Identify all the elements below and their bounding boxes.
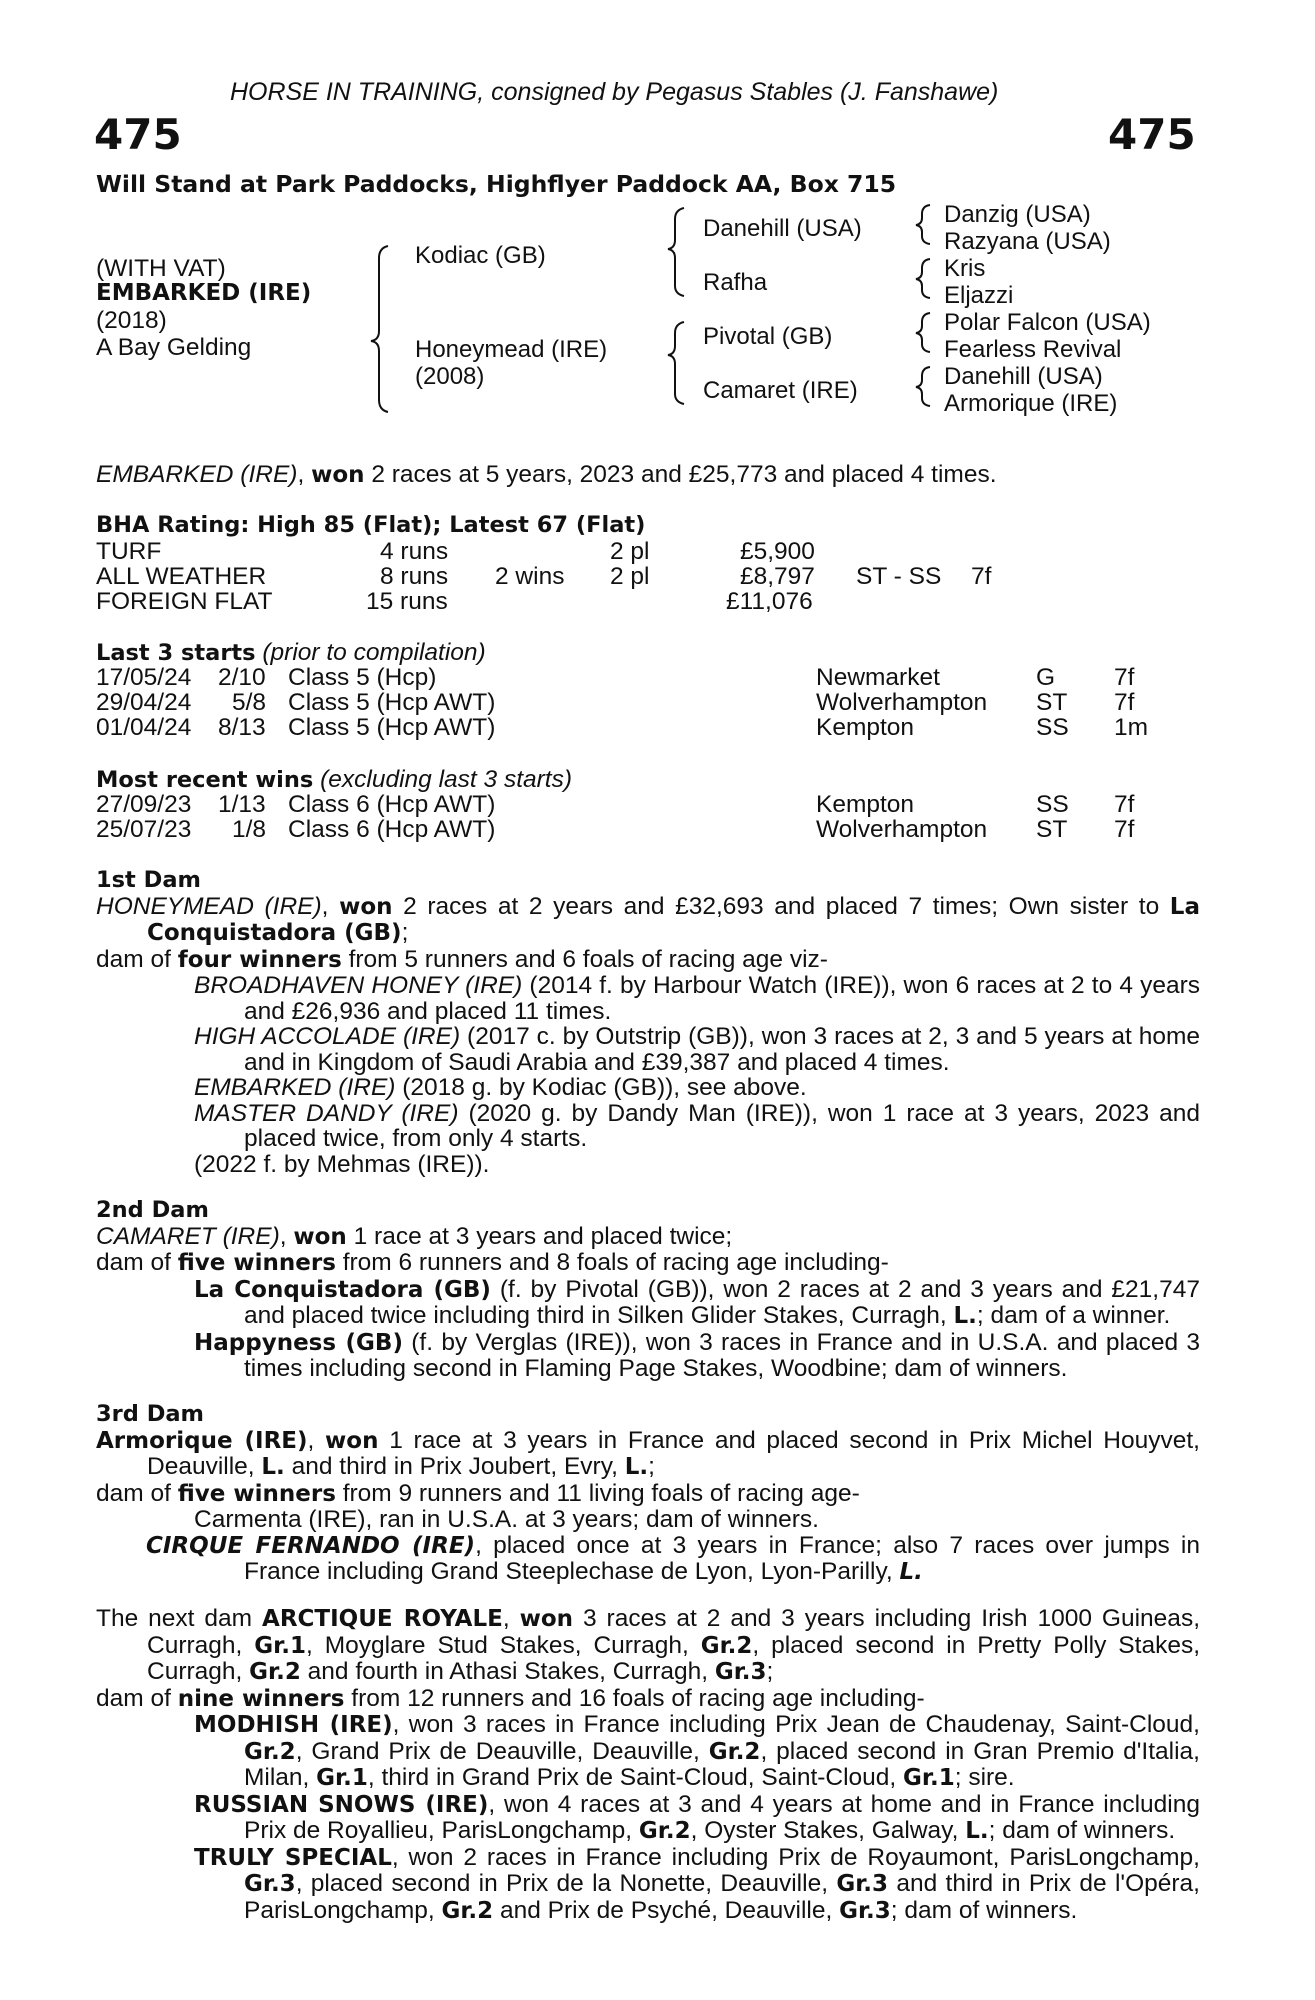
catalogue-header: HORSE IN TRAINING, consigned by Pegasus Stables (J. Fanshawe) (230, 78, 999, 106)
pedigree-ddd: Armorique (IRE) (944, 390, 1118, 417)
recent-wins-heading (96, 767, 572, 794)
pedigree-ssd: Razyana (USA) (944, 228, 1111, 255)
fourth-dam-grade: Gr.1 (254, 1632, 306, 1659)
fourth-dam-produce-prefix: dam of (96, 1684, 178, 1712)
progeny-text: , won 4 races at 3 and 4 years at home and in France including Prix de Royallieu, ParisLongchamp, (244, 1790, 1200, 1844)
progeny-item (96, 1277, 1200, 1330)
start-distance: 1m (1114, 714, 1149, 741)
pedigree-sire: Kodiac (GB) (415, 242, 546, 269)
progeny-name: Happyness (GB) (194, 1329, 403, 1356)
start-date: 29/04/24 (96, 689, 192, 716)
fourth-dam-text: , placed second in Pretty Polly Stakes, Curragh, (147, 1631, 1201, 1685)
first-dam-section (96, 868, 1200, 1177)
progeny-tail: ; dam of a winner. (976, 1302, 1171, 1329)
fourth-dam-text: 3 races at 2 and 3 years including Irish 1000 Guineas, Curragh, (147, 1605, 1200, 1659)
horse-name: EMBARKED (IRE) (96, 280, 312, 306)
progeny-grade: Gr.2 (244, 1738, 296, 1765)
third-dam-name: Armorique (IRE) (96, 1427, 308, 1454)
pedigree-dam-sire: Pivotal (GB) (703, 323, 833, 350)
start-going: ST (1036, 689, 1068, 716)
third-dam-produce-rest: from 9 runners and 11 living foals of racing age- (335, 1479, 860, 1507)
location-line: Will Stand at Park Paddocks, Highflyer Paddock AA, Box 715 (96, 170, 897, 198)
progeny-text: (2017 c. by Outstrip (GB)), won 3 races at 2, 3 and 5 years at home and in Kingdom of Saudi Arabia and £39,387 and placed 4 times. (244, 1023, 1200, 1076)
first-dam-produce (96, 947, 1200, 974)
third-dam-winners: five winners (177, 1480, 336, 1507)
start-position: 8/13 (218, 714, 266, 741)
first-dam-produce-rest: from 5 runners and 6 foals of racing age viz- (341, 945, 828, 973)
progeny-item (96, 1152, 1200, 1178)
second-dam-name: CAMARET (IRE) (96, 1222, 280, 1250)
progeny-name: RUSSIAN SNOWS (IRE) (194, 1791, 489, 1818)
progeny-text: Carmenta (IRE), ran in U.S.A. at 3 years; dam of winners. (194, 1506, 819, 1533)
progeny-text: , Grand Prix de Deauville, Deauville, (295, 1737, 709, 1765)
win-course: Wolverhampton (816, 816, 988, 843)
second-dam-winners: five winners (177, 1250, 336, 1276)
first-dam-sister: La Conquistadora (GB) (147, 893, 1200, 946)
fourth-dam-grade: Gr.3 (714, 1659, 767, 1685)
third-dam-heading: 3rd Dam (96, 1401, 204, 1427)
first-dam-heading: 1st Dam (96, 867, 201, 893)
progeny-text: , placed second in Gran Premio d'Italia, Milan, (244, 1737, 1200, 1791)
win-distance: 7f (1114, 791, 1135, 818)
second-dam-produce (96, 1250, 1200, 1277)
last-starts-note: (prior to compilation) (255, 639, 486, 666)
progeny-text: (2022 f. by Mehmas (IRE)). (194, 1150, 490, 1178)
win-position: 1/8 (232, 816, 267, 843)
third-dam-record: Armorique (IRE), won 1 race at 3 years in France and placed second in Prix Michel Houyvet, Deauville, L. and third in Prix Joubert, Evry, L.; (96, 1426, 1200, 1480)
bracket-ss (916, 205, 930, 244)
third-dam-won: won (325, 1427, 379, 1454)
pedigree-dds: Danehill (USA) (944, 363, 1103, 390)
start-class: Class 5 (Hcp) (288, 664, 437, 691)
third-dam-grade: L. (261, 1454, 285, 1480)
start-course: Wolverhampton (816, 689, 988, 716)
progeny-item (96, 1792, 1200, 1845)
summary-won: won (311, 462, 365, 488)
pedigree-sire-dam: Rafha (703, 269, 768, 296)
record-money: £5,900 (740, 538, 815, 565)
bracket-sd (916, 259, 930, 298)
progeny-grade: Gr.3 (839, 1897, 891, 1924)
progeny-name: La Conquistadora (GB) (194, 1276, 491, 1303)
progeny-name: MODHISH (IRE) (194, 1712, 393, 1738)
horse-description: A Bay Gelding (96, 334, 252, 361)
third-dam-text: 1 race at 3 years in France and placed second in Prix Michel Houyvet, Deauville, (147, 1426, 1200, 1480)
fourth-dam-text: ; (766, 1658, 774, 1685)
progeny-grade: Gr.1 (903, 1765, 955, 1791)
record-runs: 15 runs (366, 588, 448, 615)
record-placed: 2 pl (610, 563, 650, 590)
start-going: G (1036, 664, 1056, 691)
third-dam-grade: L. (624, 1454, 649, 1480)
start-date: 17/05/24 (96, 664, 192, 691)
win-date: 25/07/23 (96, 816, 192, 843)
progeny-grade: Gr.2 (441, 1897, 494, 1924)
pedigree-dam-year: (2008) (415, 363, 485, 390)
progeny-text: , third in Grand Prix de Saint-Cloud, Saint-Cloud, (367, 1764, 904, 1791)
progeny-item (96, 1712, 1200, 1792)
win-course: Kempton (816, 791, 915, 818)
summary-horse-name: EMBARKED (IRE) (96, 461, 298, 488)
fourth-dam-prefix: The next dam (96, 1605, 263, 1632)
progeny-text: , won 3 races in France including Prix Jean de Chaudenay, Saint-Cloud, (392, 1711, 1200, 1738)
second-dam-record: CAMARET (IRE), won 1 race at 3 years and placed twice; (96, 1222, 733, 1250)
last-starts-title: Last 3 starts (96, 640, 256, 666)
progeny-text: and Prix de Psyché, Deauville, (493, 1896, 840, 1924)
progeny-item (96, 1507, 1200, 1533)
record-going: ST - SS (856, 563, 942, 590)
progeny-grade: Gr.2 (708, 1738, 761, 1765)
progeny-name: TRULY SPECIAL (194, 1844, 392, 1871)
grand-progeny-name: CIRQUE FERNANDO (IRE) (146, 1532, 476, 1559)
bracket-sire (668, 208, 684, 296)
start-distance: 7f (1114, 689, 1135, 716)
grand-progeny-item (96, 1533, 1200, 1586)
pedigree-sss: Danzig (USA) (944, 201, 1091, 228)
start-class: Class 5 (Hcp AWT) (288, 714, 496, 741)
fourth-dam-produce-rest: from 12 runners and 16 foals of racing age including- (344, 1684, 925, 1712)
progeny-text: (2020 g. by Dandy Man (IRE)), won 1 race at 3 years, 2023 and placed twice, from only 4 starts. (244, 1099, 1201, 1152)
win-position: 1/13 (218, 791, 266, 818)
start-position: 5/8 (232, 689, 267, 716)
progeny-item (96, 1024, 1200, 1075)
lot-number-right: 475 (1108, 110, 1196, 159)
fourth-dam-winners: nine winners (177, 1685, 345, 1712)
last-starts-heading (96, 640, 486, 667)
first-dam-name: HONEYMEAD (IRE) (96, 892, 322, 920)
progeny-item (96, 973, 1200, 1024)
first-dam-won: won (339, 893, 393, 920)
progeny-name: EMBARKED (IRE) (194, 1074, 396, 1101)
progeny-item (96, 1845, 1200, 1925)
second-dam-section (96, 1198, 1200, 1382)
record-surface: FOREIGN FLAT (96, 588, 273, 615)
start-distance: 7f (1114, 664, 1135, 691)
progeny-text: ; dam of winners. (988, 1817, 1176, 1844)
progeny-text: (f. by Pivotal (GB)), won 2 races at 2 and 3 years and £21,747 and placed twice including third in Silken Glider Stakes, Curragh, (244, 1275, 1200, 1329)
start-course: Newmarket (816, 664, 940, 691)
bha-rating-heading: BHA Rating: High 85 (Flat); Latest 67 (Flat) (96, 512, 646, 538)
horse-year: (2018) (96, 307, 167, 334)
progeny-name: BROADHAVEN HONEY (IRE) (194, 972, 523, 999)
pedigree-dsd: Fearless Revival (944, 336, 1122, 363)
progeny-text: , won 2 races in France including Prix de Royaumont, ParisLongchamp, (391, 1843, 1200, 1871)
pedigree-dss: Polar Falcon (USA) (944, 309, 1151, 336)
win-date: 27/09/23 (96, 791, 192, 818)
progeny-name: MASTER DANDY (IRE) (194, 1099, 459, 1127)
bracket-dam (668, 322, 684, 404)
progeny-item (96, 1101, 1200, 1152)
fourth-dam-text: and fourth in Athasi Stakes, Curragh, (300, 1658, 715, 1685)
start-date: 01/04/24 (96, 714, 192, 741)
race-summary: EMBARKED (IRE), won 2 races at 5 years, 2023 and £25,773 and placed 4 times. (96, 461, 997, 488)
recent-wins-note: (excluding last 3 starts) (313, 766, 573, 793)
third-dam-produce-prefix: dam of (96, 1479, 178, 1507)
progeny-item (96, 1075, 1200, 1101)
progeny-name: HIGH ACCOLADE (IRE) (194, 1023, 461, 1050)
fourth-dam-grade: Gr.2 (249, 1659, 301, 1685)
record-money: £11,076 (726, 588, 813, 615)
progeny-text: ; sire. (954, 1764, 1015, 1791)
bracket-ds (916, 313, 930, 352)
progeny-grade: L. (965, 1818, 989, 1844)
pedigree-dam-dam: Camaret (IRE) (703, 377, 858, 404)
progeny-grade: Gr.3 (244, 1871, 296, 1897)
win-going: ST (1036, 816, 1068, 843)
progeny-text: and third in Prix de l'Opéra, ParisLongchamp, (244, 1870, 1200, 1924)
progeny-text: (2018 g. by Kodiac (GB)), see above. (395, 1074, 807, 1101)
start-position: 2/10 (218, 664, 266, 691)
start-class: Class 5 (Hcp AWT) (288, 689, 496, 716)
pedigree-sire-sire: Danehill (USA) (703, 215, 862, 242)
third-dam-section (96, 1402, 1200, 1586)
second-dam-produce-prefix: dam of (96, 1249, 178, 1276)
progeny-item (96, 1330, 1200, 1382)
record-placed: 2 pl (610, 538, 650, 565)
vat-note: (WITH VAT) (96, 255, 226, 282)
start-course: Kempton (816, 714, 915, 741)
fourth-dam-won: won (519, 1606, 574, 1632)
third-dam-text: ; (648, 1453, 655, 1480)
pedigree-sds: Kris (944, 255, 986, 282)
record-surface: ALL WEATHER (96, 563, 267, 590)
first-dam-tail: ; (401, 919, 409, 946)
fourth-dam-grade: Gr.2 (700, 1632, 753, 1659)
progeny-text: , Oyster Stakes, Galway, (690, 1817, 966, 1844)
first-dam-winners: four winners (177, 946, 342, 973)
start-going: SS (1036, 714, 1069, 741)
lot-number-left: 475 (94, 110, 182, 159)
progeny-text: (f. by Verglas (IRE)), won 3 races in France and in U.S.A. and placed 3 times including second in Flaming Page Stakes, Woodbine; dam of winners. (244, 1328, 1200, 1382)
progeny-text: ; dam of winners. (890, 1896, 1078, 1924)
pedigree-dam: Honeymead (IRE) (415, 336, 608, 363)
win-distance: 7f (1114, 816, 1135, 843)
grand-progeny-grade: L. (899, 1559, 923, 1585)
first-dam-record: HONEYMEAD (IRE), won 2 races at 2 years and £32,693 and placed 7 times; Own sister to La Conquistadora (GB); (96, 892, 1200, 946)
win-class: Class 6 (Hcp AWT) (288, 816, 496, 843)
third-dam-produce (96, 1481, 1200, 1508)
first-dam-produce-prefix: dam of (96, 945, 178, 973)
first-dam-text: 2 races at 2 years and £32,693 and placed 7 times; Own sister to (392, 892, 1170, 920)
pedigree-sdd: Eljazzi (944, 282, 1014, 309)
progeny-text: , placed second in Prix de la Nonette, Deauville, (295, 1870, 837, 1897)
fourth-dam-text: , Moyglare Stud Stakes, Curragh, (305, 1631, 701, 1659)
third-dam-text: and third in Prix Joubert, Evry, (284, 1453, 625, 1480)
grand-progeny-text: , placed once at 3 years in France; also 7 races over jumps in France including Grand Steeplechase de Lyon, Lyon-Parilly, (244, 1531, 1201, 1585)
win-class: Class 6 (Hcp AWT) (288, 791, 496, 818)
record-money: £8,797 (740, 563, 815, 590)
fourth-dam-name: ARCTIQUE ROYALE (262, 1606, 503, 1632)
summary-text: 2 races at 5 years, 2023 and £25,773 and placed 4 times. (364, 461, 997, 488)
record-wins: 2 wins (495, 563, 565, 590)
progeny-grade: L. (953, 1303, 977, 1329)
pedigree-brackets (0, 0, 1315, 430)
fourth-dam-record: The next dam ARCTIQUE ROYALE, won 3 races at 2 and 3 years including Irish 1000 Guineas, Curragh, Gr.1, Moyglare Stud Stakes, Curragh, Gr.2, placed second in Pretty Polly Stakes, Curragh, Gr.2 and fourth in Athasi Stakes, Curragh, Gr.3; (96, 1605, 1201, 1685)
progeny-text: (2014 f. by Harbour Watch (IRE)), won 6 races at 2 to 4 years and £26,936 and placed 11 times. (244, 972, 1200, 1025)
record-runs: 8 runs (380, 563, 449, 590)
bracket-dd (916, 367, 930, 406)
second-dam-won: won (293, 1223, 347, 1250)
progeny-grade: Gr.2 (638, 1818, 691, 1844)
recent-wins-title: Most recent wins (96, 767, 314, 793)
bracket-main (371, 246, 388, 412)
second-dam-produce-rest: from 6 runners and 8 foals of racing age including- (335, 1249, 889, 1276)
record-surface: TURF (96, 538, 162, 565)
fourth-dam-produce (96, 1686, 1200, 1713)
record-runs: 4 runs (380, 538, 449, 565)
fourth-dam-section (96, 1606, 1200, 1924)
progeny-grade: Gr.3 (836, 1871, 889, 1897)
second-dam-text: 1 race at 3 years and placed twice; (346, 1222, 733, 1250)
win-going: SS (1036, 791, 1069, 818)
progeny-grade: Gr.1 (316, 1765, 368, 1791)
record-distance: 7f (971, 563, 992, 590)
second-dam-heading: 2nd Dam (96, 1197, 209, 1223)
